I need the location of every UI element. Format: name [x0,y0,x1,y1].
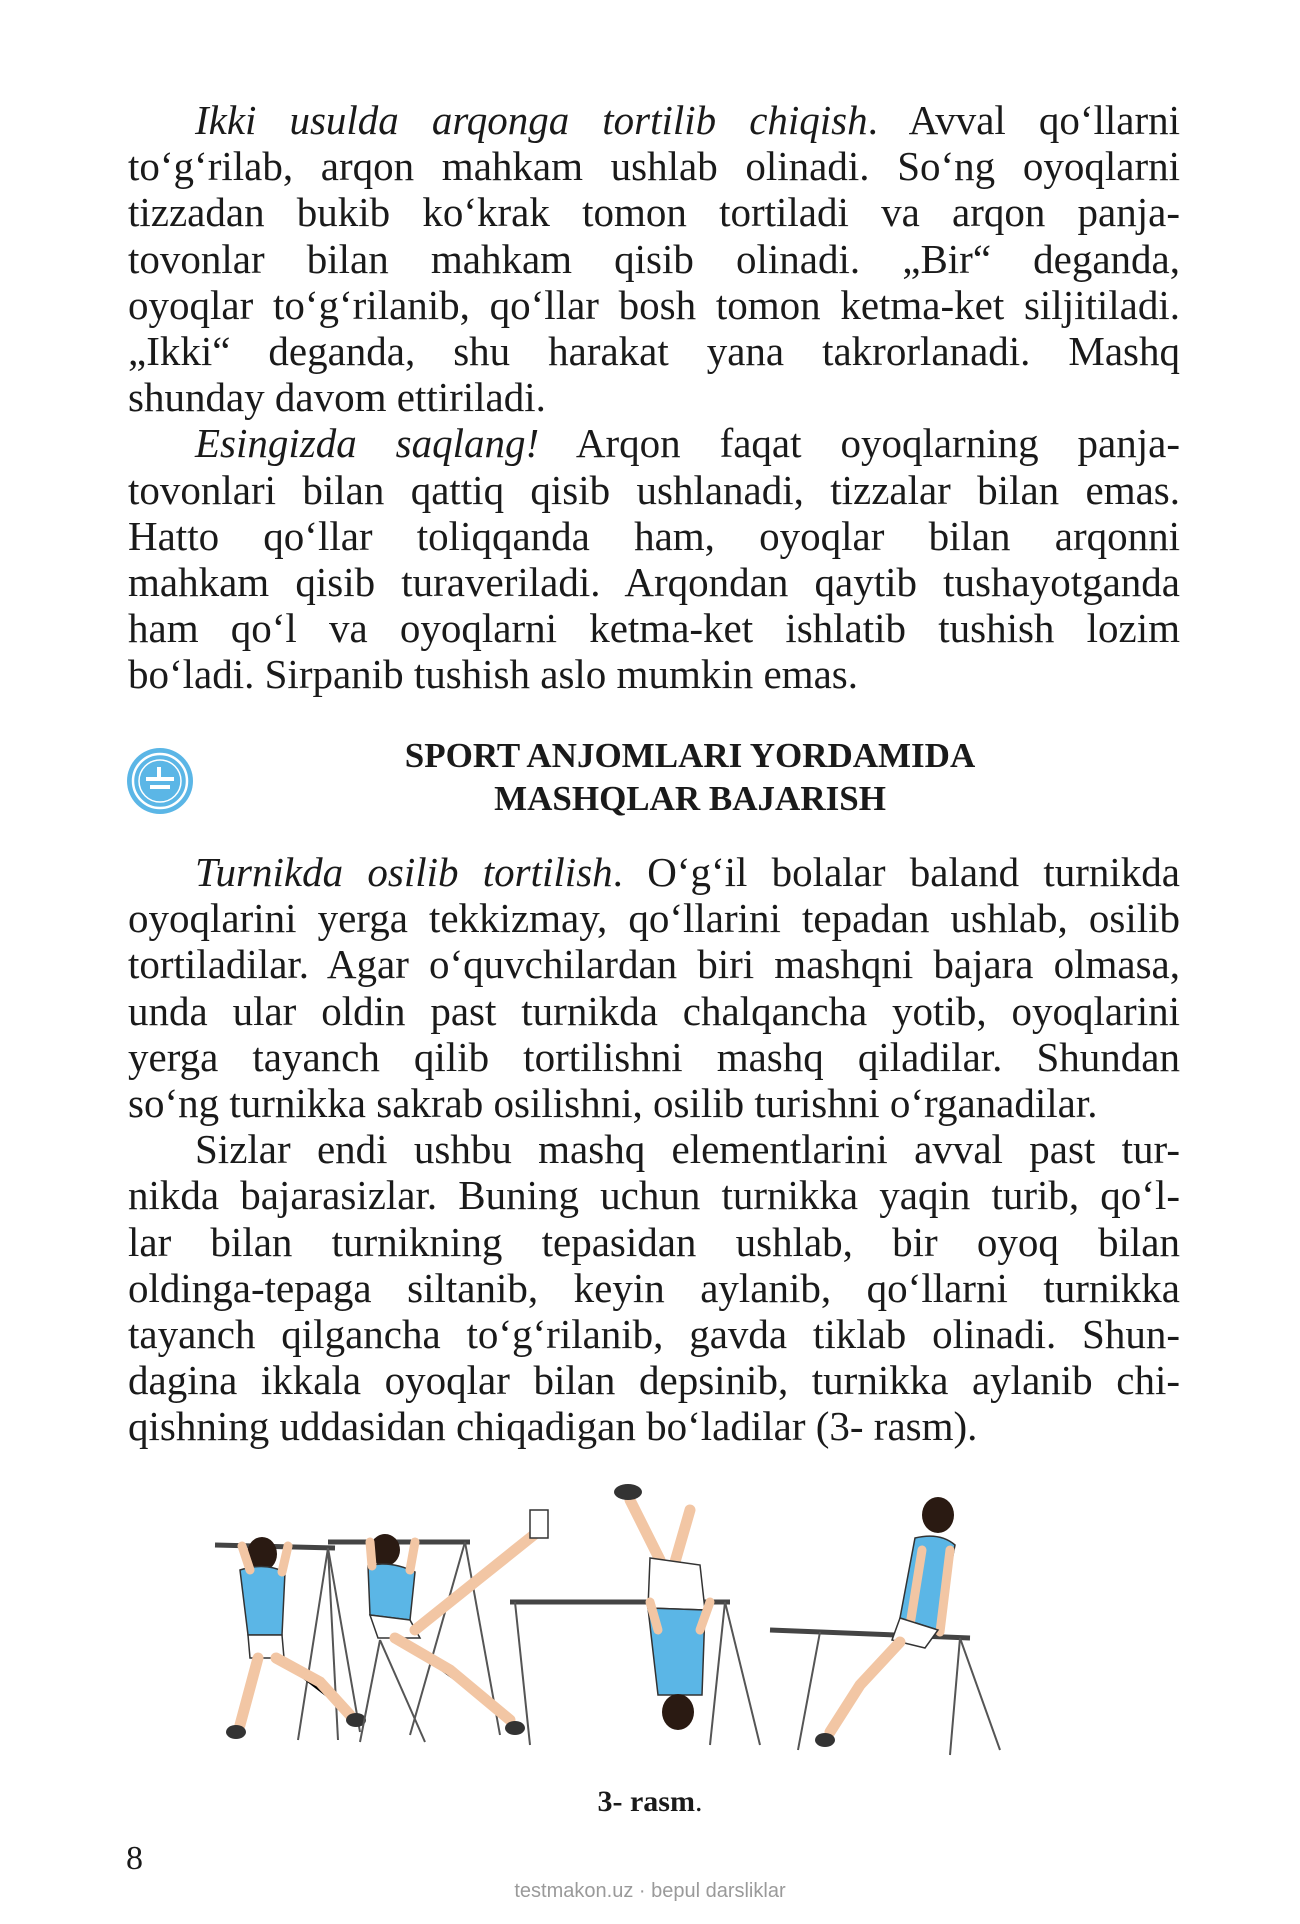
italic-term: Esingizda saqlang! [195,420,540,467]
italic-term: Ikki usulda arqonga tortilib chiqish [195,97,868,143]
page-number: 8 [126,1840,143,1877]
paragraph-line: shunday davom ettiriladi. [128,374,546,421]
paragraph: Ikki usulda arqonga tortilib chiqish. Avval qo‘llarni to‘g‘rilab, arqon mahkam ushlab olinadi. So‘ng oyoqlarni tizzadan bukib ko‘krak tomon tortiladi va arqon panja- tovonlar bilan mahkam qisib olinadi. „Bir“ deganda, oyoqlar to‘g‘rilanib, qo‘llar bosh tomon ketma-ket siljitiladi. „Ikki“ deganda, shu harakat yana takrorlanadi. Mashq [128,97,1180,375]
section-heading [200,734,1180,820]
section-icon-gymnast [124,745,196,817]
paragraph-line: so‘ng turnikka sakrab osilishni, osilib turishni o‘rganadilar. [128,1080,1098,1127]
gymnast-figure-leg-swing [328,1510,548,1742]
paragraph: Turnikda osilib tortilish. O‘g‘il bolalar baland turnikda oyoqlarini yerga tekkizmay, qo‘llarini tepadan ushlab, osilib tortiladilar. Agar o‘quvchilardan biri mashqni bajara olmasa, unda ular oldin past turnikda chalqancha yotib, oyoqlarini yerga tayanch qilib tortilishni mashq qiladilar. Shundan [128,849,1180,1080]
figure-caption: 3- rasm. [597,1785,703,1818]
paragraph: Esingizda saqlang! Arqon faqat oyoqlarning panja- tovonlari bilan qattiq qisib ushlanadi, tizzalar bilan emas. Hatto qo‘llar toliqqanda ham, oyoqlar bilan arqonni mahkam qisib turaveriladi. Arqondan qaytib tushayotganda ham qo‘l va oyoqlarni ketma-ket ishlatib tushish lozim [128,420,1180,652]
paragraphs-rope-climbing [128,97,1180,698]
gymnast-figure-pullup [215,1537,366,1740]
paragraphs-horizontal-bar [128,849,1180,1450]
section-heading-line: MASHQLAR BAJARISH [494,779,886,818]
gymnast-figure-support [770,1497,1000,1755]
italic-term: Turnikda osilib tortilish [195,849,613,895]
paragraph: Sizlar endi ushbu mashq elementlarini avval past tur- nikda bajarasizlar. Buning uchun turnikka yaqin turib, qo‘l- lar bilan turnikning tepasidan ushlab, bir oyoq bilan oldinga-tepaga siltanib, keyin aylanib, qo‘llarni turnikka tayanch qilgancha to‘g‘rilanib, gavda tiklab olinadi. Shun- dagina ikkala oyoqlar bilan depsinib, turnikka aylanib chi- [128,1126,1180,1404]
paragraph-line: qishning uddasidan chiqadigan bo‘ladilar (3- rasm). [128,1403,978,1450]
gymnastics-illustration [210,1470,1090,1760]
section-heading-line: SPORT ANJOMLARI YORDAMIDA [404,736,976,775]
footer-watermark: testmakon.uz · bepul darsliklar [514,1880,786,1902]
paragraph-line: bo‘ladi. Sirpanib tushish aslo mumkin emas. [128,651,858,698]
